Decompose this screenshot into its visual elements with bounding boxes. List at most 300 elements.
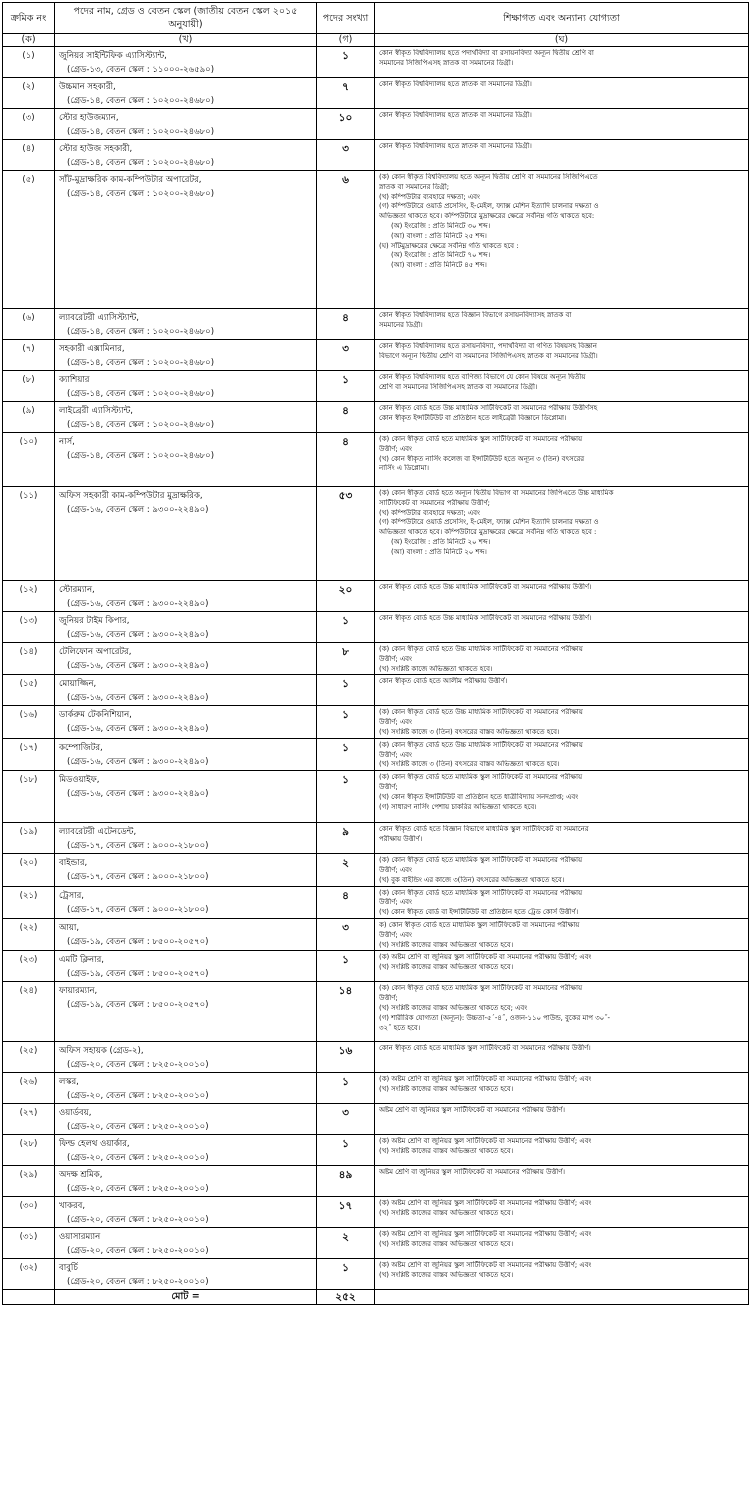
qualification-line: কোন স্বীকৃত বোর্ড হতে উচ্চ মাধ্যমিক সার্টিফিকেট বা সমমানের পরীক্ষায় উত্তীর্ণসহ (379, 404, 598, 412)
row-serial: (১১) (3, 487, 55, 581)
qualification-line: (খ) কোন স্বীকৃত বোর্ড বা ইন্সটিটিউট বা প্রতিষ্ঠান হতে ট্রেড কোর্স উত্তীর্ণ। (379, 908, 579, 917)
table-row (3, 47, 749, 78)
table-row (3, 1042, 749, 1073)
row-serial: (১২) (3, 581, 55, 612)
qualification-line: (খ) সংশ্লিষ্ট কাজের বাস্তব অভিজ্ঞতা থাকতে হবে। (379, 1271, 514, 1280)
post-grade-scale: (গ্রেড-১৭, বেতন স্কেল : ৯০০০-২১৮০০) (67, 904, 209, 915)
column-letter: (গ) (317, 34, 375, 47)
post-grade-scale: (গ্রেড-১৬, বেতন স্কেল : ৯৩০০-২২৪৯০) (67, 599, 209, 609)
qualification-line: (খ) সংশ্লিষ্ট কাজের বাস্তব অভিজ্ঞতা থাকতে হবে। (379, 1240, 514, 1249)
qualification-line: স্নাতক বা সমমানের ডিগ্রী; (379, 182, 450, 191)
post-grade-scale: (গ্রেড-১৯, বেতন স্কেল : ৮৫০০-২০৫৭০) (67, 1000, 209, 1011)
qualification-line: (গ) কম্পিউটারে ওয়ার্ড প্রসেসিং, ই-মেইল, ফ্যাক্স মেশিন ইত্যাদি চালনার দক্ষতা ও (379, 518, 599, 527)
row-serial: (২৪) (3, 982, 55, 1042)
qualification-line: অভিজ্ঞতা থাকতে হবে। কম্পিউটারে মুদ্রাক্ষরের ক্ষেত্রে সর্বনিম্ন গতি থাকতে হবে : (379, 528, 597, 537)
qualification-line: (ক) কোন স্বীকৃত বোর্ড হতে মাধ্যমিক স্কুল সার্টিফিকেট বা সমমানের পরীক্ষায় (379, 984, 583, 993)
post-name: উচ্চমান সহকারী, (59, 82, 116, 92)
qualification-line: (ক) অষ্টম শ্রেণি বা জুনিয়র স্কুল সার্টিফিকেট বা সমমানের পরীক্ষায় উত্তীর্ণ; এবং (379, 1137, 592, 1146)
column-letter: (খ) (55, 34, 317, 47)
row-post (55, 47, 317, 78)
row-qualification (375, 706, 749, 738)
qualification-line: (খ) সংশ্লিষ্ট কাজে ৩ (তিন) বৎসরের বাস্তব অভিজ্ঞতা থাকতে হবে। (379, 727, 560, 736)
post-name: বাইন্ডার, (59, 858, 88, 869)
row-qualification (375, 951, 749, 982)
qualification-line: সার্টিফিকেট বা সমমানের পরীক্ষায় উত্তীর্ণ; (379, 498, 490, 507)
post-name: অফিস সহায়ক (গ্রেড-২), (59, 1046, 144, 1057)
qualification-line: (ক) কোন স্বীকৃত বোর্ড হতে উচ্চ মাধ্যমিক সার্টিফিকেট বা সমমানের পরীক্ষায় (379, 740, 583, 749)
post-name: স্টোর হাউজম্যান, (59, 113, 119, 123)
row-post-count: ১৪ (317, 982, 375, 1042)
row-post (55, 340, 317, 371)
qualification-line: (খ) সংশ্লিষ্ট কাজের বাস্তব অভিজ্ঞতা থাকতে হবে। (379, 1209, 514, 1218)
header-count: পদের সংখ্যা (317, 3, 375, 34)
row-serial: (১) (3, 47, 55, 78)
table-row (3, 643, 749, 675)
post-name: স্টোর হাউজ সহকারী, (59, 144, 133, 154)
qualification-line: উত্তীর্ণ; এবং (379, 718, 412, 727)
qualification-line: সমমানের ডিগ্রী। (379, 320, 423, 329)
qualification-line: (ক) কোন স্বীকৃত বোর্ড হতে মাধ্যমিক স্কুল সার্টিফিকেট বা সমমানের পরীক্ষায় (379, 435, 583, 443)
table-row (3, 675, 749, 706)
post-name: জুনিয়র টাইম কিপার, (59, 616, 130, 626)
qualification-line: (খ) সংশ্লিষ্ট কাজের বাস্তব অভিজ্ঞতা থাকতে হবে। (379, 1147, 514, 1156)
qualification-line: (ঘ) সাঁটমুদ্রাক্ষরের ক্ষেত্রে সর্বনিম্ন গতি থাকতে হবে : (379, 241, 519, 250)
row-post-count: ১ (317, 1073, 375, 1104)
row-post (55, 823, 317, 854)
table-row (3, 487, 749, 581)
row-post (55, 109, 317, 140)
row-serial: (২২) (3, 918, 55, 950)
row-serial: (২৬) (3, 1073, 55, 1104)
post-grade-scale: (গ্রেড-১৯, বেতন স্কেল : ৮৫০০-২০৫৭০) (67, 969, 209, 980)
row-qualification (375, 918, 749, 950)
post-name: ওয়ার্ডবয়, (59, 1108, 92, 1119)
post-grade-scale: (গ্রেড-১৪, বেতন স্কেল : ১০২০০-২৪৬৮০) (67, 158, 215, 168)
qualification-line: (ক) কোন স্বীকৃত বোর্ড হতে মাধ্যমিক স্কুল সার্টিফিকেট বা সমমানের পরীক্ষায় (379, 773, 583, 782)
post-name: খাকরব, (59, 1201, 86, 1212)
row-serial: (২৩) (3, 951, 55, 982)
post-name: ওয়াসারম্যান (59, 1232, 101, 1243)
post-grade-scale: (গ্রেড-১৬, বেতন স্কেল : ৯৩০০-২২৪৯০) (67, 630, 209, 640)
qualification-line: (গ) সাধারণ নার্সিং পেশায় চাকরির অভিজ্ঞতা থাকতে হবে। (379, 802, 537, 811)
row-post (55, 675, 317, 706)
table-row (3, 171, 749, 309)
row-serial: (৭) (3, 340, 55, 371)
qualification-line: (অ) ইংরেজি : প্রতি মিনিটে ৭০ শব্দ। (391, 251, 491, 260)
row-post (55, 1042, 317, 1073)
qualification-line: কোন স্বীকৃত বিশ্ববিদ্যালয় হতে বিজ্ঞান বিভাগে রসায়নবিদ্যাসহ স্নাতক বা (379, 311, 572, 319)
row-qualification (375, 982, 749, 1042)
row-qualification (375, 612, 749, 643)
row-serial: (২) (3, 78, 55, 109)
row-qualification (375, 109, 749, 140)
row-serial: (২৭) (3, 1104, 55, 1135)
qualification-line: কোন স্বীকৃত বিশ্ববিদ্যালয় হতে রসায়নবিদ্যা, পদার্থবিদ্যা বা গণিত বিষয়সহ বিজ্ঞান (379, 342, 597, 350)
row-post-count: ২০ (317, 581, 375, 612)
qualification-line: (অ) ইংরেজি : প্রতি মিনিটে ৩০ শব্দ। (391, 221, 491, 230)
row-post-count: ৬ (317, 171, 375, 309)
row-post-count: ৪ (317, 402, 375, 433)
qualification-line: (গ) শারীরিক যোগ্যতা (অন্যূন): উচ্চতা-৫´-৪˝, ওজন-১১০ পাউন্ড, বুকের মাপ ৩০˝- (379, 1013, 611, 1022)
post-name: ট্রেসার, (59, 890, 84, 901)
qualification-line: কোন স্বীকৃত বোর্ড হতে বিজ্ঞান বিভাগে মাধ্যমিক স্কুল সার্টিফিকেট বা সমমানের (379, 825, 589, 834)
qualification-line: (ক) কোন স্বীকৃত বোর্ড হতে উচ্চ মাধ্যমিক সার্টিফিকেট বা সমমানের পরীক্ষায় (379, 708, 583, 717)
post-grade-scale: (গ্রেড-২০, বেতন স্কেল : ৮২৫০-২০০১০) (67, 1091, 209, 1102)
qualification-line: (খ) সংশ্লিষ্ট কাজে অভিজ্ঞতা থাকতে হবে। (379, 664, 493, 673)
row-qualification (375, 1228, 749, 1259)
post-name: টেলিফোন অপারেটর, (59, 647, 132, 657)
row-post (55, 771, 317, 823)
qualification-line: (ক) কোন স্বীকৃত বোর্ড হতে অন্যূন দ্বিতীয় বিভাগ বা সমমানের জিপিএতে উচ্চ মাধ্যমিক (379, 489, 614, 497)
qualification-line: অষ্টম শ্রেণি বা জুনিয়র স্কুল সার্টিফিকেট বা সমমানের পরীক্ষায় উত্তীর্ণ। (379, 1106, 565, 1115)
row-serial: (১৪) (3, 643, 55, 675)
row-post-count: ৩ (317, 1104, 375, 1135)
post-grade-scale: (গ্রেড-১৬, বেতন স্কেল : ৯৩০০-২২৪৯০) (67, 693, 209, 704)
row-serial: (২৫) (3, 1042, 55, 1073)
post-grade-scale: (গ্রেড-২০, বেতন স্কেল : ৮২৫০-২০০১০) (67, 1060, 209, 1071)
row-post (55, 1073, 317, 1104)
post-grade-scale: (গ্রেড-২০, বেতন স্কেল : ৮২৫০-২০০১০) (67, 1184, 209, 1195)
total-label: মোট = (55, 1290, 317, 1305)
row-serial: (৩১) (3, 1228, 55, 1259)
row-qualification (375, 738, 749, 770)
post-grade-scale: (গ্রেড-১৬, বেতন স্কেল : ৯৩০০-২২৪৯০) (67, 756, 209, 767)
qualification-line: (আ) বাংলা : প্রতি মিনিটে ৪৫ শব্দ। (391, 261, 487, 270)
row-post (55, 581, 317, 612)
row-post-count: ২ (317, 1228, 375, 1259)
qualification-line: উত্তীর্ণ; এবং (379, 898, 412, 907)
row-serial: (১৩) (3, 612, 55, 643)
row-post (55, 171, 317, 309)
post-name: স্টোরম্যান, (59, 585, 95, 595)
post-name: আয়া, (59, 922, 80, 933)
qualification-line: কোন স্বীকৃত ইন্সটিটিউট বা প্রতিষ্ঠান হতে লাইব্রেরী বিজ্ঞানে ডিপ্লোমা। (379, 413, 567, 422)
post-grade-scale: (গ্রেড-১৬, বেতন স্কেল : ৯৩০০-২২৪৯০) (67, 505, 209, 515)
row-post (55, 140, 317, 171)
row-serial: (৯) (3, 402, 55, 433)
row-serial: (১৯) (3, 823, 55, 854)
post-name: সহকারী এক্সামিনার, (59, 344, 125, 354)
row-post-count: ৪ (317, 309, 375, 340)
table-row (3, 140, 749, 171)
table-row (3, 1259, 749, 1290)
qualification-line: কোন স্বীকৃত বোর্ড হতে উচ্চ মাধ্যমিক সার্টিফিকেট বা সমমানের পরীক্ষায় উত্তীর্ণ। (379, 614, 592, 622)
table-row (3, 823, 749, 854)
qualification-line: (ক) কোন স্বীকৃত বোর্ড হতে মাধ্যমিক স্কুল সার্টিফিকেট বা সমমানের পরীক্ষায় (379, 888, 583, 897)
table-header-row (3, 3, 749, 34)
qualification-line: উত্তীর্ণ; (379, 782, 398, 791)
row-qualification (375, 433, 749, 487)
post-name: লাইব্রেরী এ্যাসিস্ট্যান্ট, (59, 406, 133, 416)
post-grade-scale: (গ্রেড-১৪, বেতন স্কেল : ১০২০০-২৪৬৮০) (67, 127, 215, 137)
row-post (55, 1104, 317, 1135)
row-qualification (375, 581, 749, 612)
post-grade-scale: (গ্রেড-১৬, বেতন স্কেল : ৯৩০০-২২৪৯০) (67, 661, 209, 671)
row-post (55, 1135, 317, 1166)
row-post-count: ৪৯ (317, 1166, 375, 1197)
row-qualification (375, 675, 749, 706)
qualification-line: (খ) কোন স্বীকৃত নার্সিং কলেজ বা ইন্সটিটিউট হতে অন্যূন ৩ (তিন) বৎসরের (379, 454, 585, 463)
row-post (55, 1166, 317, 1197)
qualification-line: (অ) ইংরেজি : প্রতি মিনিটে ২০ শব্দ। (391, 537, 491, 546)
row-qualification (375, 309, 749, 340)
table-row (3, 1228, 749, 1259)
post-grade-scale: (গ্রেড-২০, বেতন স্কেল : ৮২৫০-২০০১০) (67, 1122, 209, 1133)
row-serial: (৩২) (3, 1259, 55, 1290)
row-post-count: ৮ (317, 643, 375, 675)
table-row (3, 309, 749, 340)
row-post-count: ৩ (317, 140, 375, 171)
table-row (3, 402, 749, 433)
post-name: ফায়ারম্যান, (59, 986, 98, 997)
table-row (3, 1135, 749, 1166)
column-letter: (ঘ) (375, 34, 749, 47)
post-grade-scale: (গ্রেড-২০, বেতন স্কেল : ৮২৫০-২০০১০) (67, 1215, 209, 1226)
post-grade-scale: (গ্রেড-১৪, বেতন স্কেল : ১০২০০-২৪৬৮০) (67, 420, 215, 430)
table-row (3, 886, 749, 918)
row-post-count: ১ (317, 675, 375, 706)
post-name: অদক্ষ শ্রমিক, (59, 1170, 103, 1181)
post-name: সাঁট-মুদ্রাক্ষরিক কাম-কম্পিউটার অপারেটর, (59, 175, 202, 185)
qualification-line: (খ) বুক বাইন্ডিং এর কাজে ৩(তিন) বৎসরের অভিজ্ঞতা থাকতে হবে। (379, 875, 565, 884)
qualification-line: পরীক্ষায় উত্তীর্ণ। (379, 834, 423, 843)
row-post-count: ১৭ (317, 1197, 375, 1228)
qualification-line: কোন স্বীকৃত বোর্ড হতে মাধ্যমিক স্কুল সার্টিফিকেট বা সমমানের পরীক্ষায় উত্তীর্ণ। (379, 1044, 591, 1053)
qualification-line: কোন স্বীকৃত বিশ্ববিদ্যালয় হতে স্নাতক বা সমমানের ডিগ্রী। (379, 111, 532, 119)
post-grade-scale: (গ্রেড-১৪, বেতন স্কেল : ১০২০০-২৪৬৮০) (67, 189, 215, 199)
qualification-line: কোন স্বীকৃত বিশ্ববিদ্যালয় হতে বাণিজ্য বিভাগে যে কোন বিষয়ে অন্যূন দ্বিতীয় (379, 373, 586, 381)
row-serial: (২০) (3, 854, 55, 886)
row-qualification (375, 78, 749, 109)
row-serial: (৮) (3, 371, 55, 402)
row-serial: (২১) (3, 886, 55, 918)
qualification-line: নার্সিং এ ডিপ্লোমা। (379, 464, 430, 473)
total-value: ২৫২ (317, 1290, 375, 1305)
post-name: বাবুর্চি (59, 1263, 78, 1274)
row-post (55, 371, 317, 402)
post-name: ডার্করুম টেকনিশিয়ান, (59, 710, 132, 721)
table-row (3, 1197, 749, 1228)
row-serial: (৩) (3, 109, 55, 140)
row-post (55, 402, 317, 433)
qualification-line: (ক) কোন স্বীকৃত বোর্ড হতে মাধ্যমিক স্কুল সার্টিফিকেট বা সমমানের পরীক্ষায় (379, 856, 583, 865)
qualification-line: (ক) অষ্টম শ্রেণি বা জুনিয়র স্কুল সার্টিফিকেট বা সমমানের পরীক্ষায় উত্তীর্ণ; এবং (379, 1199, 592, 1208)
post-grade-scale: (গ্রেড-২০, বেতন স্কেল : ৮২৫০-২০০১০) (67, 1277, 209, 1288)
row-post (55, 78, 317, 109)
row-post-count: ৩ (317, 918, 375, 950)
post-grade-scale: (গ্রেড-১৭, বেতন স্কেল : ৯০০০-২১৮০০) (67, 872, 209, 883)
qualification-line: অষ্টম শ্রেণি বা জুনিয়র স্কুল সার্টিফিকেট বা সমমানের পরীক্ষায় উত্তীর্ণ। (379, 1168, 565, 1177)
qualification-line: কোন স্বীকৃত বিশ্ববিদ্যালয় হতে স্নাতক বা সমমানের ডিগ্রী। (379, 142, 532, 150)
table-row (3, 78, 749, 109)
table-row (3, 340, 749, 371)
row-post-count: ১ (317, 1135, 375, 1166)
row-post-count: ৫৩ (317, 487, 375, 581)
qualification-line: উত্তীর্ণ; এবং (379, 750, 412, 759)
row-post-count: ১ (317, 1259, 375, 1290)
qualification-line: (খ) সংশ্লিষ্ট কাজের বাস্তব অভিজ্ঞতা থাকতে হবে; এবং (379, 1003, 528, 1012)
row-qualification (375, 1042, 749, 1073)
row-serial: (১৫) (3, 675, 55, 706)
post-name: মোয়াজ্জিন, (59, 679, 97, 690)
post-name: লস্কর, (59, 1077, 79, 1088)
row-post (55, 706, 317, 738)
post-grade-scale: (গ্রেড-১৪, বেতন স্কেল : ১০২০০-২৪৬৮০) (67, 389, 215, 399)
row-qualification (375, 1135, 749, 1166)
row-qualification (375, 371, 749, 402)
row-qualification (375, 1166, 749, 1197)
row-serial: (৪) (3, 140, 55, 171)
row-qualification (375, 771, 749, 823)
table-row (3, 982, 749, 1042)
qualification-line: (আ) বাংলা : প্রতি মিনিটে ২৫ শব্দ। (391, 231, 487, 240)
post-grade-scale: (গ্রেড-২০, বেতন স্কেল : ৮২৫০-২০০১০) (67, 1153, 209, 1164)
table-row (3, 581, 749, 612)
post-grade-scale: (গ্রেড-২০, বেতন স্কেল : ৮২৫০-২০০১০) (67, 1246, 209, 1257)
row-qualification (375, 1259, 749, 1290)
row-post (55, 1197, 317, 1228)
table-row (3, 771, 749, 823)
table-row (3, 433, 749, 487)
qualification-line: (খ) সংশ্লিষ্ট কাজের বাস্তব অভিজ্ঞতা থাকতে হবে। (379, 940, 514, 949)
post-grade-scale: (গ্রেড-১৭, বেতন স্কেল : ৯০০০-২১৮০০) (67, 841, 209, 852)
row-qualification (375, 47, 749, 78)
table-row (3, 371, 749, 402)
row-serial: (৩০) (3, 1197, 55, 1228)
qualification-line: শ্রেণি বা সমমানের সিজিপিএসহ স্নাতক বা সমমানের ডিগ্রী। (379, 382, 538, 391)
post-grade-scale: (গ্রেড-১৪, বেতন স্কেল : ১০২০০-২৪৬৮০) (67, 96, 215, 106)
qualification-line: কোন স্বীকৃত বিশ্ববিদ্যালয় হতে পদার্থবিদ্যা বা রসায়নবিদ্যা অন্যূন দ্বিতীয় শ্রেণি বা (379, 49, 594, 57)
table-body (3, 47, 749, 1290)
header-post: পদের নাম, গ্রেড ও বেতন স্কেল (জাতীয় বেতন স্কেল ২০১৫ অনুযায়ী) (55, 3, 317, 34)
row-post (55, 951, 317, 982)
row-post (55, 487, 317, 581)
qualification-line: কোন স্বীকৃত বিশ্ববিদ্যালয় হতে স্নাতক বা সমমানের ডিগ্রী। (379, 80, 532, 88)
post-name: জুনিয়র সাইন্টিফিক এ্যাসিস্ট্যান্ট, (59, 51, 167, 61)
qualification-line: সমমানের সিজিপিএসহ স্নাতক বা সমমানের ডিগ্রী। (379, 58, 514, 67)
qualification-line: উত্তীর্ণ; এবং (379, 865, 412, 874)
post-name: মিডওয়াইফ, (59, 775, 100, 786)
row-post-count: ৪ (317, 433, 375, 487)
row-post (55, 433, 317, 487)
row-post (55, 738, 317, 770)
header-qualification: শিক্ষাগত এবং অন্যান্য যোগ্যতা (375, 3, 749, 34)
qualification-line: (ক) অষ্টম শ্রেণি বা জুনিয়র স্কুল সার্টিফিকেট বা সমমানের পরীক্ষায় উত্তীর্ণ; এবং (379, 953, 592, 962)
row-post (55, 854, 317, 886)
row-post-count: ২ (317, 854, 375, 886)
row-post (55, 886, 317, 918)
table-row (3, 612, 749, 643)
post-grade-scale: (গ্রেড-১৪, বেতন স্কেল : ১০২০০-২৪৬৮০) (67, 358, 215, 368)
qualification-line: উত্তীর্ণ; এবং (379, 654, 412, 663)
qualification-line: (খ) সংশ্লিষ্ট কাজের বাস্তব অভিজ্ঞতা থাকতে হবে। (379, 963, 514, 972)
post-name: কম্পোজিটর, (59, 742, 103, 753)
table-row (3, 1104, 749, 1135)
row-serial: (২৮) (3, 1135, 55, 1166)
row-post-count: ৩ (317, 340, 375, 371)
row-post-count: ১০ (317, 109, 375, 140)
header-serial: ক্রমিক নং (3, 3, 55, 34)
qualification-line: বিভাগে অন্যূন দ্বিতীয় শ্রেণি বা সমমানের সিজিপিএসহ স্নাতক বা সমমানের ডিগ্রী। (379, 351, 598, 360)
row-post (55, 612, 317, 643)
row-post-count: ৪ (317, 886, 375, 918)
row-qualification (375, 171, 749, 309)
row-qualification (375, 1197, 749, 1228)
row-post-count: ১ (317, 738, 375, 770)
post-grade-scale: (গ্রেড-১৪, বেতন স্কেল : ১০২০০-২৪৬৮০) (67, 327, 215, 337)
total-row (3, 1290, 749, 1305)
post-name: অফিস সহকারী কাম-কম্পিউটার মুদ্রাক্ষরিক, (59, 491, 203, 501)
row-post-count: ১ (317, 951, 375, 982)
post-name: ক্যাশিয়ার (59, 375, 90, 385)
table-row (3, 1166, 749, 1197)
column-letter-row (3, 34, 749, 47)
qualification-line: অভিজ্ঞতা থাকতে হবে। কম্পিউটারে মুদ্রাক্ষরের ক্ষেত্রে সর্বনিম্ন গতি থাকতে হবে: (379, 212, 595, 221)
qualification-line: (গ) কম্পিউটারে ওয়ার্ড প্রসেসিং, ই-মেইল, ফ্যাক্স মেশিন ইত্যাদি চালনার দক্ষতা ও (379, 202, 599, 211)
row-qualification (375, 487, 749, 581)
row-serial: (৬) (3, 309, 55, 340)
table-row (3, 951, 749, 982)
column-letter: (ক) (3, 34, 55, 47)
qualification-line: কোন স্বীকৃত বোর্ড হতে উচ্চ মাধ্যমিক সার্টিফিকেট বা সমমানের পরীক্ষায় উত্তীর্ণ। (379, 583, 592, 591)
qualification-line: উত্তীর্ণ; এবং (379, 930, 412, 939)
row-post (55, 982, 317, 1042)
table-row (3, 918, 749, 950)
row-qualification (375, 1073, 749, 1104)
qualification-line: (ক) অষ্টম শ্রেণি বা জুনিয়র স্কুল সার্টিফিকেট বা সমমানের পরীক্ষায় উত্তীর্ণ; এবং (379, 1230, 592, 1239)
row-post (55, 643, 317, 675)
post-grade-scale: (গ্রেড-১৬, বেতন স্কেল : ৯৩০০-২২৪৯০) (67, 724, 209, 735)
row-post-count: ১ (317, 47, 375, 78)
row-post-count: ১ (317, 771, 375, 823)
qualification-line: ৩২˝ হতে হবে। (379, 1023, 421, 1032)
qualification-line: (ক) অষ্টম শ্রেণি বা জুনিয়র স্কুল সার্টিফিকেট বা সমমানের পরীক্ষায় উত্তীর্ণ; এবং (379, 1261, 592, 1270)
table-row (3, 706, 749, 738)
qualification-line: (ক) কোন স্বীকৃত বোর্ড হতে উচ্চ মাধ্যমিক সার্টিফিকেট বা সমমানের পরীক্ষায় (379, 645, 583, 653)
row-qualification (375, 340, 749, 371)
post-grade-scale: (গ্রেড-১৯, বেতন স্কেল : ৮৫০০-২০৫৭০) (67, 936, 209, 947)
qualification-line: ক) কোন স্বীকৃত বোর্ড হতে মাধ্যমিক স্কুল সার্টিফিকেট বা সমমানের পরীক্ষায় (379, 920, 580, 929)
table-row (3, 109, 749, 140)
row-serial: (১৮) (3, 771, 55, 823)
row-qualification (375, 140, 749, 171)
post-name: ল্যাবরেটরী এ্যাসিস্ট্যান্ট, (59, 313, 140, 323)
row-post-count: ৯ (317, 823, 375, 854)
table-row (3, 1073, 749, 1104)
row-serial: (১৭) (3, 738, 55, 770)
table-row (3, 738, 749, 770)
row-post-count: ৭ (317, 78, 375, 109)
post-grade-scale: (গ্রেড-১৬, বেতন স্কেল : ৯৩০০-২২৪৯০) (67, 789, 209, 800)
qualification-line: (ক) অষ্টম শ্রেণি বা জুনিয়র স্কুল সার্টিফিকেট বা সমমানের পরীক্ষায় উত্তীর্ণ; এবং (379, 1075, 592, 1084)
row-post-count: ১ (317, 371, 375, 402)
post-grade-scale: (গ্রেড-১৪, বেতন স্কেল : ১০২০০-২৪৬৮০) (67, 451, 215, 461)
row-qualification (375, 823, 749, 854)
qualification-line: (আ) বাংলা : প্রতি মিনিটে ২০ শব্দ। (391, 547, 487, 556)
row-post (55, 1259, 317, 1290)
row-post-count: ১৬ (317, 1042, 375, 1073)
vacancy-table (2, 2, 749, 1305)
row-post (55, 309, 317, 340)
qualification-line: উত্তীর্ণ; এবং (379, 444, 412, 453)
qualification-line: (খ) সংশ্লিষ্ট কাজে ৩ (তিন) বৎসরের বাস্তব অভিজ্ঞতা থাকতে হবে। (379, 760, 560, 769)
qualification-line: (খ) কম্পিউটার ব্যবহারে দক্ষতা; এবং (379, 192, 480, 201)
row-post (55, 918, 317, 950)
table-row (3, 854, 749, 886)
post-grade-scale: (গ্রেড-১৩, বেতন স্কেল : ১১০০০-২৬৫৯০) (67, 65, 215, 75)
post-name: নার্স, (59, 437, 75, 447)
post-name: ফিল্ড হেলথ ওয়ার্কার, (59, 1139, 130, 1150)
